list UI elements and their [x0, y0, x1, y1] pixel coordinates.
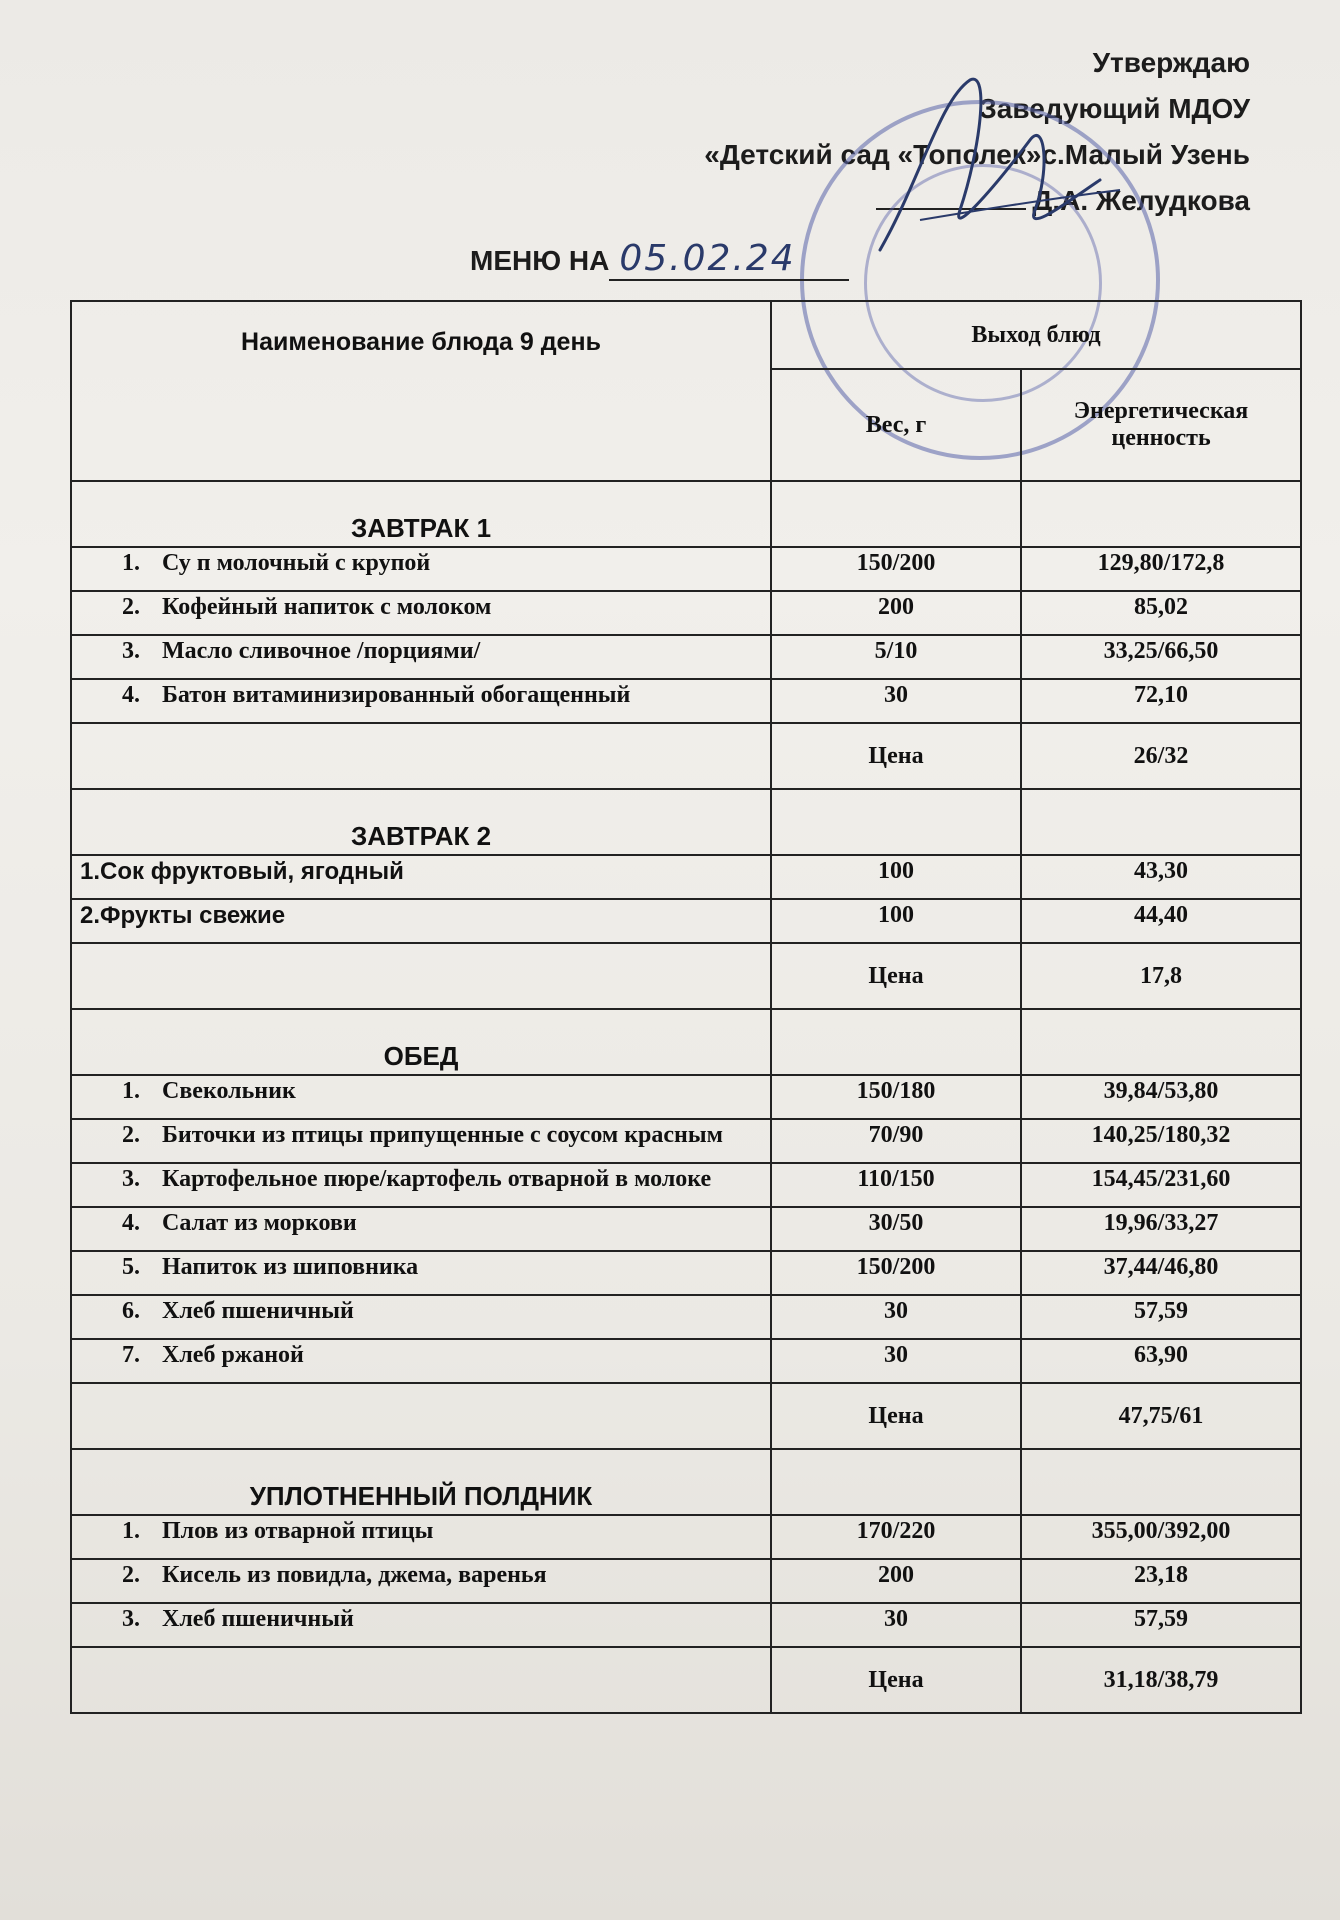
item-energy: 355,00/392,00 [1021, 1515, 1301, 1559]
item-name: Хлеб пшеничный [162, 1606, 354, 1632]
item-name: Хлеб ржаной [162, 1342, 304, 1368]
price-row [71, 1383, 1301, 1449]
item-energy: 57,59 [1021, 1295, 1301, 1339]
item-name-cell [71, 635, 771, 679]
item-weight: 100 [771, 855, 1021, 899]
item-weight: 170/220 [771, 1515, 1021, 1559]
item-name: Су п молочный с крупой [162, 550, 431, 576]
item-name: Картофельное пюре/картофель отварной в молоке [162, 1166, 712, 1192]
approval-line-3: «Детский сад «Тополек»с.Малый Узень [704, 139, 1250, 170]
item-energy: 140,25/180,32 [1021, 1119, 1301, 1163]
item-name-cell [71, 591, 771, 635]
item-number: 3. [122, 638, 140, 664]
item-weight: 30/50 [771, 1207, 1021, 1251]
item-energy: 23,18 [1021, 1559, 1301, 1603]
menu-item-row [71, 1559, 1301, 1603]
price-label: Цена [771, 943, 1021, 1009]
section-empty-cell [771, 1009, 1021, 1075]
section-empty-cell [771, 481, 1021, 547]
menu-item-row [71, 1075, 1301, 1119]
item-name-cell [71, 1075, 771, 1119]
price-label: Цена [771, 1647, 1021, 1713]
menu-date: 05.02.24 [609, 238, 849, 281]
item-number: 3. [122, 1166, 140, 1192]
item-number: 7. [122, 1342, 140, 1368]
item-energy: 57,59 [1021, 1603, 1301, 1647]
section-row [71, 1449, 1301, 1515]
section-title: ЗАВТРАК 2 [71, 789, 771, 855]
item-weight: 30 [771, 1339, 1021, 1383]
item-name-cell [71, 1207, 771, 1251]
item-name: Кофейный напиток с молоком [162, 594, 492, 620]
menu-item-row [71, 1339, 1301, 1383]
section-title: ЗАВТРАК 1 [71, 481, 771, 547]
price-value: 47,75/61 [1021, 1383, 1301, 1449]
header-weight: Вес, г [771, 369, 1021, 481]
item-weight: 5/10 [771, 635, 1021, 679]
item-energy: 72,10 [1021, 679, 1301, 723]
item-weight: 30 [771, 679, 1021, 723]
item-weight: 30 [771, 1295, 1021, 1339]
menu-item-row [71, 547, 1301, 591]
section-empty-cell [771, 789, 1021, 855]
header-name: Наименование блюда 9 день [71, 301, 771, 481]
item-name: Свекольник [162, 1078, 296, 1104]
menu-item-row [71, 679, 1301, 723]
item-energy: 85,02 [1021, 591, 1301, 635]
price-value: 17,8 [1021, 943, 1301, 1009]
item-name-cell [71, 1559, 771, 1603]
menu-item-row [71, 1119, 1301, 1163]
menu-title-label: МЕНЮ НА [470, 245, 610, 276]
menu-item-row [71, 1515, 1301, 1559]
item-name-cell [71, 1163, 771, 1207]
handwritten-signature [860, 60, 1140, 280]
price-label: Цена [771, 1383, 1021, 1449]
item-name-cell [71, 1119, 771, 1163]
item-number: 4. [122, 1210, 140, 1236]
menu-title [470, 238, 849, 281]
item-energy: 39,84/53,80 [1021, 1075, 1301, 1119]
item-name: Напиток из шиповника [162, 1254, 419, 1280]
item-name: Хлеб пшеничный [162, 1298, 354, 1324]
item-number: 5. [122, 1254, 140, 1280]
menu-item-row [71, 1163, 1301, 1207]
item-name-cell [71, 1295, 771, 1339]
item-number: 2. [122, 1562, 140, 1588]
item-name-cell [71, 1515, 771, 1559]
item-energy: 19,96/33,27 [1021, 1207, 1301, 1251]
item-name: Салат из моркови [162, 1210, 357, 1236]
item-name: Масло сливочное /порциями/ [162, 638, 481, 664]
item-weight: 110/150 [771, 1163, 1021, 1207]
item-weight: 30 [771, 1603, 1021, 1647]
item-weight: 150/200 [771, 547, 1021, 591]
item-weight: 200 [771, 591, 1021, 635]
menu-table-body [71, 481, 1301, 1713]
item-number: 2. [122, 1122, 140, 1148]
price-empty-cell [71, 943, 771, 1009]
menu-item-row [71, 635, 1301, 679]
price-row [71, 1647, 1301, 1713]
menu-item-row [71, 1207, 1301, 1251]
item-energy: 63,90 [1021, 1339, 1301, 1383]
section-empty-cell [771, 1449, 1021, 1515]
section-row [71, 1009, 1301, 1075]
item-name: Батон витаминизированный обогащенный [162, 682, 631, 708]
item-name-cell [71, 547, 771, 591]
item-weight: 150/200 [771, 1251, 1021, 1295]
section-empty-cell [1021, 1449, 1301, 1515]
price-empty-cell [71, 1383, 771, 1449]
menu-table [70, 300, 1302, 1714]
item-energy: 44,40 [1021, 899, 1301, 943]
item-name-cell [71, 1603, 771, 1647]
item-number: 6. [122, 1298, 140, 1324]
price-row [71, 723, 1301, 789]
item-energy: 154,45/231,60 [1021, 1163, 1301, 1207]
section-empty-cell [1021, 1009, 1301, 1075]
item-weight: 200 [771, 1559, 1021, 1603]
header-output: Выход блюд [771, 301, 1301, 369]
item-energy: 129,80/172,8 [1021, 547, 1301, 591]
price-value: 31,18/38,79 [1021, 1647, 1301, 1713]
menu-item-row [71, 855, 1301, 899]
item-number: 3. [122, 1606, 140, 1632]
price-label: Цена [771, 723, 1021, 789]
item-energy: 33,25/66,50 [1021, 635, 1301, 679]
item-weight: 70/90 [771, 1119, 1021, 1163]
item-name: Кисель из повидла, джема, варенья [162, 1562, 547, 1588]
item-number: 1. [122, 1078, 140, 1104]
item-name-cell [71, 855, 771, 899]
item-weight: 150/180 [771, 1075, 1021, 1119]
section-empty-cell [1021, 789, 1301, 855]
approval-line-1: Утверждаю [1092, 47, 1250, 78]
header-energy: Энергетическая ценность [1021, 369, 1301, 481]
price-empty-cell [71, 723, 771, 789]
item-name: Плов из отварной птицы [162, 1518, 434, 1544]
menu-item-row [71, 1295, 1301, 1339]
item-name: 1.Сок фруктовый, ягодный [80, 858, 404, 885]
price-value: 26/32 [1021, 723, 1301, 789]
item-number: 1. [122, 1518, 140, 1544]
item-number: 2. [122, 594, 140, 620]
section-title: УПЛОТНЕННЫЙ ПОЛДНИК [71, 1449, 771, 1515]
section-row [71, 481, 1301, 547]
item-number: 4. [122, 682, 140, 708]
item-name: Биточки из птицы припущенные с соусом красным [162, 1122, 723, 1148]
price-empty-cell [71, 1647, 771, 1713]
item-energy: 37,44/46,80 [1021, 1251, 1301, 1295]
section-title: ОБЕД [71, 1009, 771, 1075]
section-empty-cell [1021, 481, 1301, 547]
section-row [71, 789, 1301, 855]
price-row [71, 943, 1301, 1009]
director-name: Д.А. Желудкова [1032, 185, 1250, 216]
item-weight: 100 [771, 899, 1021, 943]
item-name: 2.Фрукты свежие [80, 902, 286, 929]
menu-item-row [71, 1603, 1301, 1647]
menu-item-row [71, 899, 1301, 943]
item-energy: 43,30 [1021, 855, 1301, 899]
item-name-cell [71, 679, 771, 723]
item-number: 1. [122, 550, 140, 576]
menu-item-row [71, 1251, 1301, 1295]
item-name-cell [71, 1339, 771, 1383]
approval-line-2: Заведующий МДОУ [979, 93, 1250, 124]
item-name-cell [71, 1251, 771, 1295]
item-name-cell [71, 899, 771, 943]
menu-item-row [71, 591, 1301, 635]
